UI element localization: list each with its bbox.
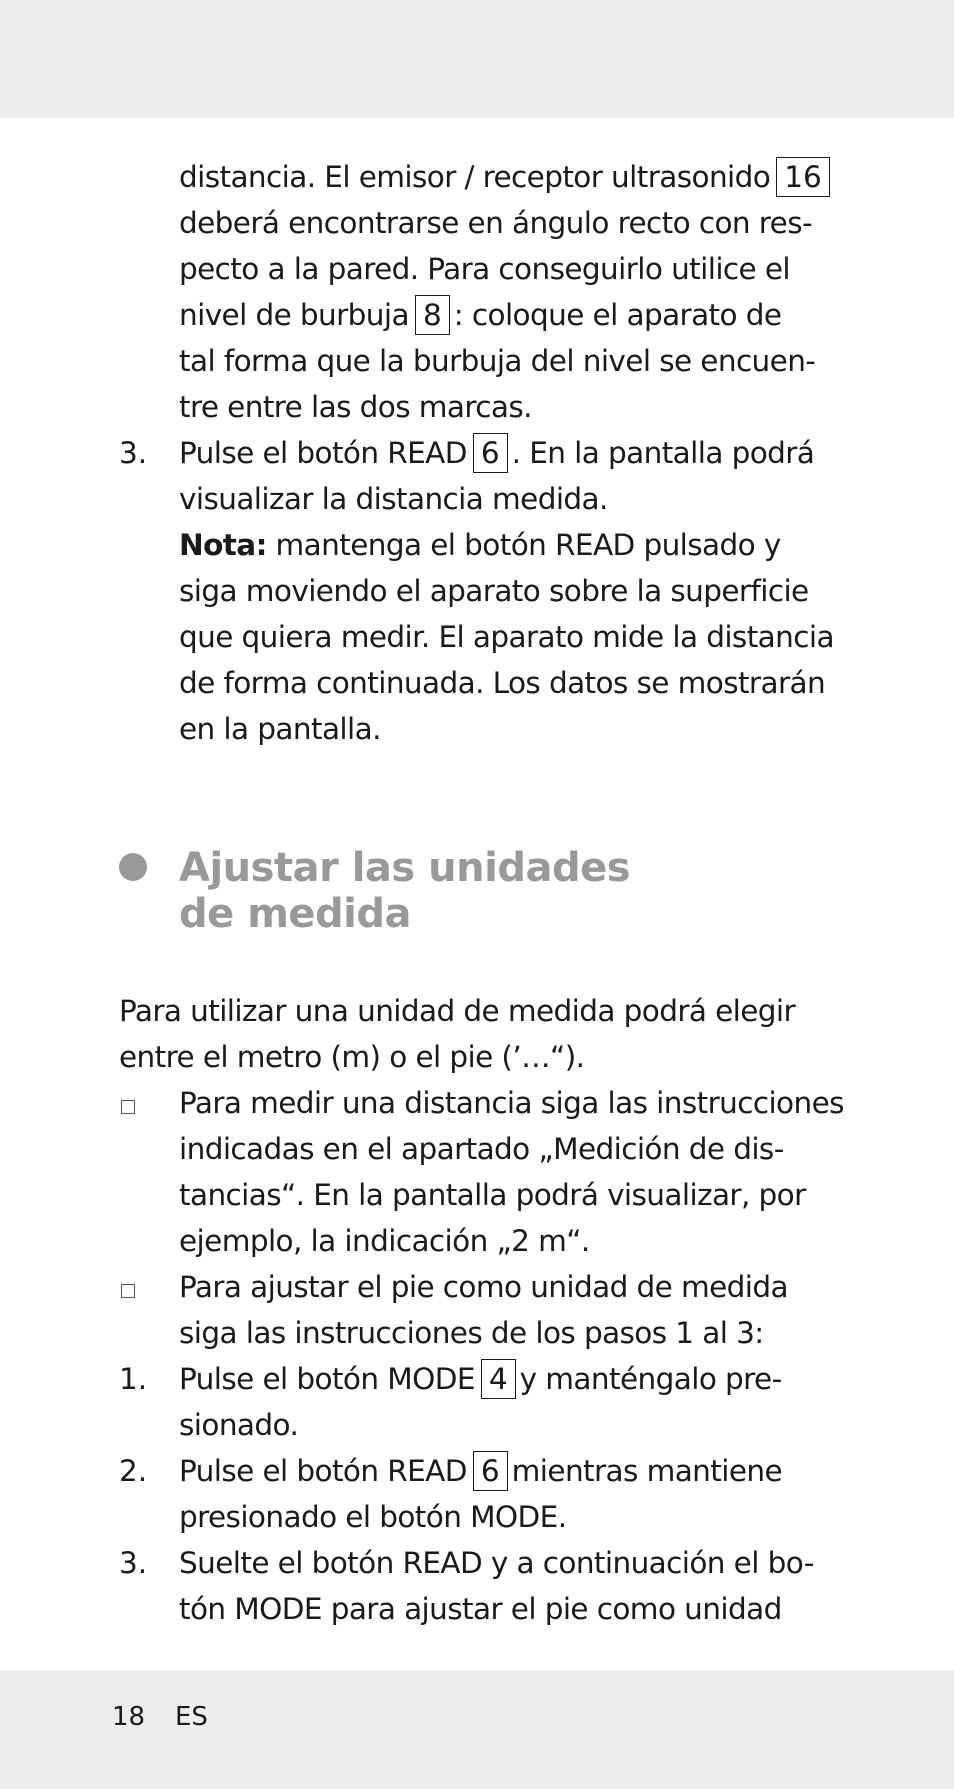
step-line: Suelte el botón READ y a continuación el bo- bbox=[179, 1546, 814, 1580]
part-reference-box: 8 bbox=[415, 295, 450, 335]
step-number: 3. bbox=[119, 436, 148, 470]
section-heading: de medida bbox=[179, 891, 411, 937]
step-line: sionado. bbox=[179, 1408, 299, 1442]
bullet-line: ejemplo, la indicación „2 m“. bbox=[179, 1224, 590, 1258]
step-line: tón MODE para ajustar el pie como unidad bbox=[179, 1592, 782, 1626]
step-line: Pulse el botón READ 6 mientras mantiene bbox=[179, 1448, 782, 1494]
bullet-line: Para medir una distancia siga las instrucciones bbox=[179, 1086, 844, 1120]
section-heading: Ajustar las unidades bbox=[179, 845, 631, 891]
paragraph-line: nivel de burbuja 8 : coloque el aparato de bbox=[179, 292, 781, 338]
part-reference-box: 4 bbox=[481, 1359, 516, 1399]
part-reference-box: 6 bbox=[473, 1451, 508, 1491]
part-reference-box: 6 bbox=[473, 433, 508, 473]
step-line: presionado el botón MODE. bbox=[179, 1500, 567, 1534]
bullet-line: siga las instrucciones de los pasos 1 al 3: bbox=[179, 1316, 764, 1350]
note-line: siga moviendo el aparato sobre la superficie bbox=[179, 574, 809, 608]
bullet-line: Para ajustar el pie como unidad de medida bbox=[179, 1270, 788, 1304]
bullet-line: indicadas en el apartado „Medición de dis- bbox=[179, 1132, 784, 1166]
step-number: 3. bbox=[119, 1546, 148, 1580]
top-margin-band bbox=[0, 0, 954, 118]
paragraph-line: deberá encontrarse en ángulo recto con res- bbox=[179, 206, 813, 240]
step-line: Pulse el botón MODE 4 y manténgalo pre- bbox=[179, 1356, 782, 1402]
step-line: Pulse el botón READ 6 . En la pantalla podrá bbox=[179, 430, 814, 476]
paragraph-line: pecto a la pared. Para conseguirlo utilice el bbox=[179, 252, 791, 286]
bullet-line: tancias“. En la pantalla podrá visualizar, por bbox=[179, 1178, 806, 1212]
intro-line: entre el metro (m) o el pie (’…“). bbox=[119, 1040, 585, 1074]
intro-line: Para utilizar una unidad de medida podrá elegir bbox=[119, 994, 796, 1028]
language-code: ES bbox=[175, 1702, 208, 1732]
checkbox-bullet-icon bbox=[121, 1284, 135, 1298]
part-reference-box: 16 bbox=[776, 157, 830, 197]
paragraph-line: tre entre las dos marcas. bbox=[179, 390, 532, 424]
step-number: 1. bbox=[119, 1362, 148, 1396]
note-line: en la pantalla. bbox=[179, 712, 381, 746]
step-line: visualizar la distancia medida. bbox=[179, 482, 608, 516]
note-line: de forma continuada. Los datos se mostrarán bbox=[179, 666, 826, 700]
checkbox-bullet-icon bbox=[121, 1100, 135, 1114]
footer-band bbox=[0, 1670, 954, 1789]
note-label: Nota: bbox=[179, 528, 267, 562]
note-line: Nota: mantenga el botón READ pulsado y bbox=[179, 528, 781, 562]
note-line: que quiera medir. El aparato mide la distancia bbox=[179, 620, 834, 654]
section-bullet-icon bbox=[119, 853, 147, 881]
paragraph-line: distancia. El emisor / receptor ultrasonido 16 bbox=[179, 154, 834, 200]
page-number: 18 bbox=[112, 1702, 146, 1732]
paragraph-line: tal forma que la burbuja del nivel se encuen- bbox=[179, 344, 816, 378]
step-number: 2. bbox=[119, 1454, 148, 1488]
